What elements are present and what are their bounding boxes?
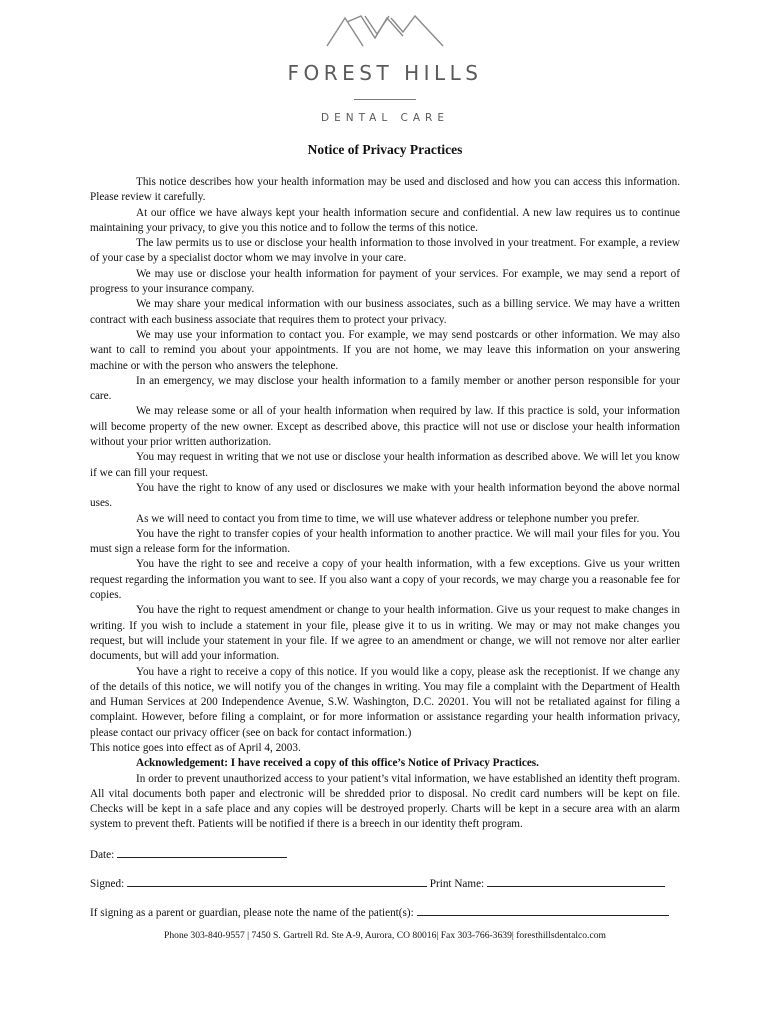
identity-theft-paragraph: In order to prevent unauthorized access to your patient’s vital information, we have established an identity theft program. All vital documents both paper and electronic will be shredded prior to disposal. No credit card numbers will be kept on file. Checks will be kept in a safe place and any copies will be destroyed properly. Charts will be kept in a secure area with an alarm system to prevent theft. Patients will be notified if there is a breech in our identity theft program.	[90, 772, 680, 831]
signed-label: Signed:	[90, 878, 125, 890]
paragraph: The law permits us to use or disclose your health information to those involved in your treatment. For example, a review of your case by a specialist doctor whom we may involve in your care.	[90, 237, 680, 265]
paragraph: We may use or disclose your health information for payment of your services. For example, we may send a report of progress to your insurance company.	[90, 267, 680, 296]
brand-subtitle: DENTAL CARE	[321, 112, 449, 124]
paragraph: You have the right to know of any used or disclosures we make with your health information beyond the above normal uses.	[90, 481, 680, 510]
signature-field[interactable]	[127, 875, 427, 887]
paragraph: You have the right to transfer copies of your health information to another practice. We will mail your files for you. You must sign a release form for the information.	[90, 527, 680, 556]
practice-logo	[0, 12, 770, 124]
patient-name-field[interactable]	[417, 904, 669, 916]
brand-name: FOREST HILLS	[287, 61, 483, 85]
paragraph: You may request in writing that we not use or disclose your health information as described above. We will let you know if we can fill your request.	[90, 451, 680, 479]
date-row	[90, 846, 287, 861]
document-title: Notice of Privacy Practices	[307, 142, 463, 157]
date-label: Date:	[90, 849, 115, 861]
guardian-label: If signing as a parent or guardian, please note the name of the patient(s):	[90, 907, 414, 919]
notice-body	[90, 175, 680, 833]
mountain-logo-icon	[325, 12, 445, 48]
contact-footer: Phone 303-840-9557 | 7450 S. Gartrell Rd. Ste A-9, Aurora, CO 80016| Fax 303-766-3639| foresthillsdentalco.com	[164, 930, 606, 941]
paragraph: As we will need to contact you from time to time, we will use whatever address or telephone number you prefer.	[136, 512, 640, 525]
paragraph: You have a right to receive a copy of this notice. If you would like a copy, please ask the receptionist. If we change any of the details of this notice, we will notify you of the changes in writing. You may file a complaint with the Department of Health and Human Services at 200 Independence Avenue, S.W. Washington, D.C. 20201. You will not be retaliated against for filing a complaint. However, before filing a complaint, or for more information or assistance regarding your health information privacy, please contact our privacy officer (see on back for contact information.)	[90, 665, 680, 739]
paragraph: This notice describes how your health information may be used and disclosed and how you can access this information. Please review it carefully.	[90, 176, 680, 204]
paragraph: We may use your information to contact you. For example, we may send postcards or other information. We may also want to call to remind you about your appointments. If you are not home, we may leave this information on your answering machine or with the person who answers the telephone.	[90, 328, 680, 372]
print-name-field[interactable]	[487, 875, 665, 887]
effective-date: This notice goes into effect as of April 4, 2003.	[90, 741, 301, 754]
paragraph: You have the right to see and receive a copy of your health information, with a few exceptions. Give us your written request regarding the information you want to see. If you also want a copy of your records, we may charge you a reasonable fee for copies.	[90, 558, 680, 602]
date-field[interactable]	[117, 846, 287, 858]
brand-divider	[354, 99, 416, 100]
paragraph: We may share your medical information with our business associates, such as a billing service. We may have a written contract with each business associate that requires them to protect your privacy.	[90, 298, 680, 326]
paragraph: At our office we have always kept your health information secure and confidential. A new law requires us to continue maintaining your privacy, to give you this notice and to follow the terms of this notice.	[90, 206, 680, 234]
paragraph: You have the right to request amendment or change to your health information. Give us your request to make changes in writing. If you wish to include a statement in your file, please give it to us in writing. We may or may not make changes you request, but will include your statement in your file. If we agree to an amendment or change, we will not remove nor alter earlier documents, but will add your information.	[90, 604, 680, 663]
signature-row	[90, 875, 665, 890]
acknowledgement-heading: Acknowledgement: I have received a copy of this office’s Notice of Privacy Practices.	[136, 757, 539, 770]
guardian-row	[90, 904, 669, 919]
paragraph: In an emergency, we may disclose your health information to a family member or another person responsible for your care.	[90, 374, 680, 403]
paragraph: We may release some or all of your health information when required by law. If this practice is sold, your information will become property of the new owner. Except as described above, this practice will not use or disclose your health information without your prior written authorization.	[90, 405, 680, 449]
print-name-label: Print Name:	[429, 878, 485, 890]
